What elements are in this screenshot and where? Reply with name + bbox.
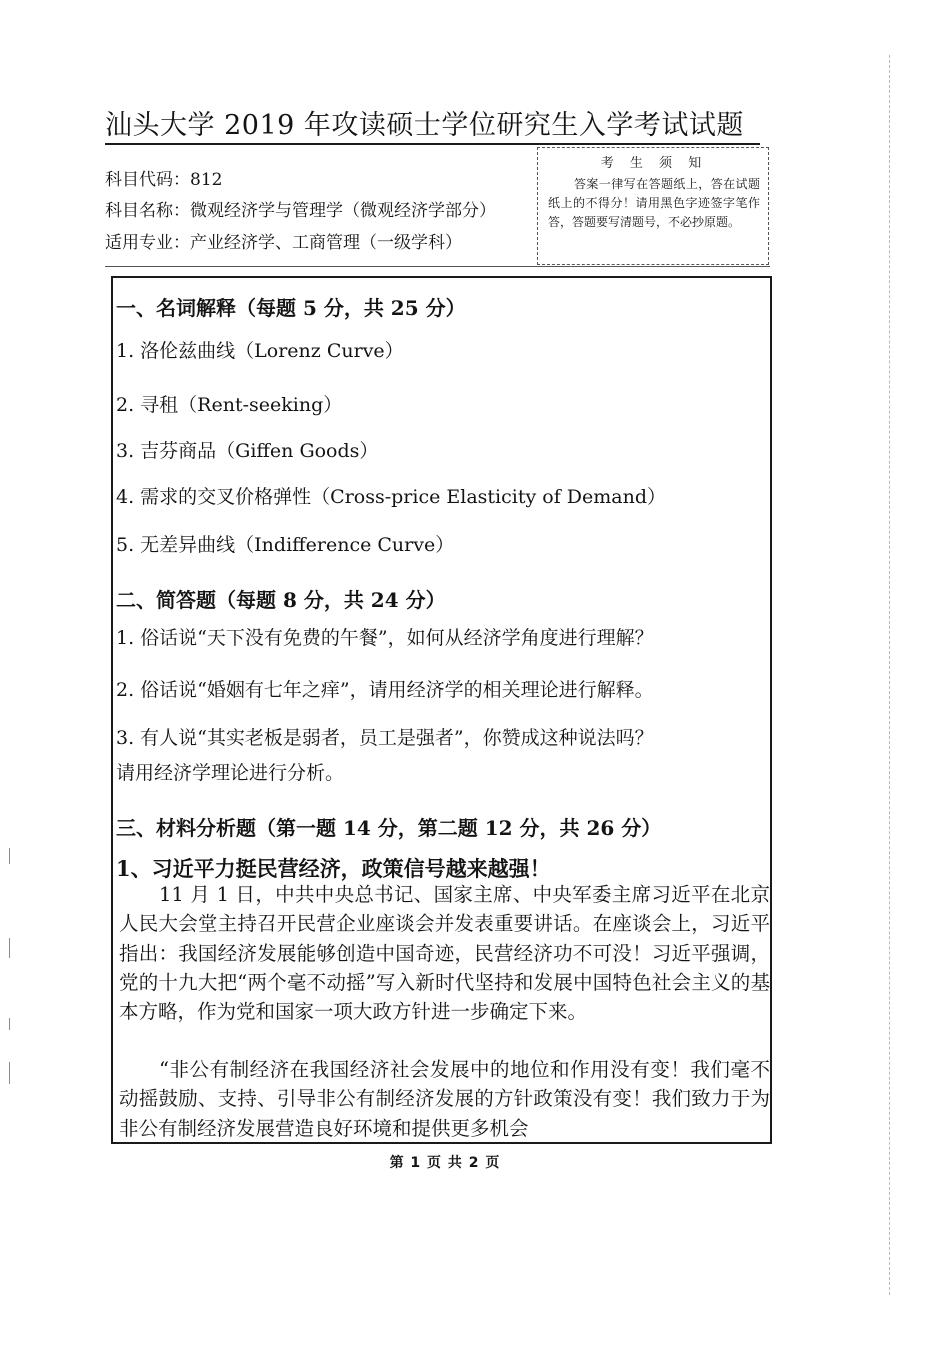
scan-mark [9, 1062, 10, 1084]
material-1-paragraph-1 [119, 880, 770, 1026]
exam-title: 汕头大学 2019 年攻读硕士学位研究生入学考试试题 [105, 110, 744, 141]
question-item: 2. 俗话说“婚姻有七年之痒”，请用经济学的相关理论进行解释。 [116, 679, 654, 701]
notice-heading: 考 生 须 知 [600, 156, 708, 171]
question-item: 3. 有人说“其实老板是弱者，员工是强者”，你赞成这种说法吗？ [116, 727, 654, 749]
title-underline [105, 143, 760, 145]
page-number: 第 1 页 共 2 页 [389, 1155, 501, 1171]
section-2-heading: 二、简答题（每题 8 分，共 24 分） [116, 588, 446, 612]
question-item: 5. 无差异曲线（Indifference Curve） [116, 534, 455, 556]
subject-code: 科目代码：812 [105, 170, 223, 190]
question-item: 1. 洛伦兹曲线（Lorenz Curve） [116, 340, 404, 362]
paragraph-text: “非公有制经济在我国经济社会发展中的地位和作用没有变！我们毫不动摇鼓励、支持、引导非公有制经济发展的方针政策没有变！我们致力于为非公有制经济发展营造良好环境和提供更多机会 [119, 1058, 770, 1140]
material-1-title: 1、习近平力挺民营经济，政策信号越来越强！ [116, 856, 551, 881]
scan-edge-line [889, 55, 890, 1295]
question-item: 2. 寻租（Rent-seeking） [116, 394, 343, 416]
section-1-heading: 一、名词解释（每题 5 分，共 25 分） [116, 296, 466, 320]
subject-name: 科目名称：微观经济学与管理学（微观经济学部分） [105, 201, 496, 221]
question-item: 4. 需求的交叉价格弹性（Cross-price Elasticity of Demand） [116, 486, 666, 508]
question-item: 1. 俗话说“天下没有免费的午餐”，如何从经济学角度进行理解？ [116, 627, 654, 649]
applicable-major: 适用专业：产业经济学、工商管理（一级学科） [105, 233, 462, 253]
scan-mark [9, 848, 10, 864]
scan-mark [9, 938, 10, 958]
section-3-heading: 三、材料分析题（第一题 14 分，第二题 12 分，共 26 分） [116, 816, 662, 840]
candidate-notice-box [537, 147, 769, 265]
paragraph-text: 11 月 1 日，中共中央总书记、国家主席、中央军委主席习近平在北京人民大会堂主持召开民营企业座谈会并发表重要讲话。在座谈会上，习近平指出：我国经济发展能够创造中国奇迹，民营经济功不可没！习近平强调，党的十九大把“两个毫不动摇”写入新时代坚持和发展中国特色社会主义的基本方略，作为党和国家一项大政方针进一步确定下来。 [119, 883, 770, 1024]
header-divider [105, 266, 770, 267]
material-1-paragraph-2 [119, 1055, 770, 1143]
question-item: 3. 吉芬商品（Giffen Goods） [116, 440, 379, 462]
notice-body: 答案一律写在答题纸上，答在试题纸上的不得分！请用黑色字迹签字笔作答，答题要写清题号，不必抄原题。 [548, 177, 760, 229]
question-item-continued: 请用经济学理论进行分析。 [116, 762, 345, 784]
scan-mark [9, 1018, 10, 1030]
